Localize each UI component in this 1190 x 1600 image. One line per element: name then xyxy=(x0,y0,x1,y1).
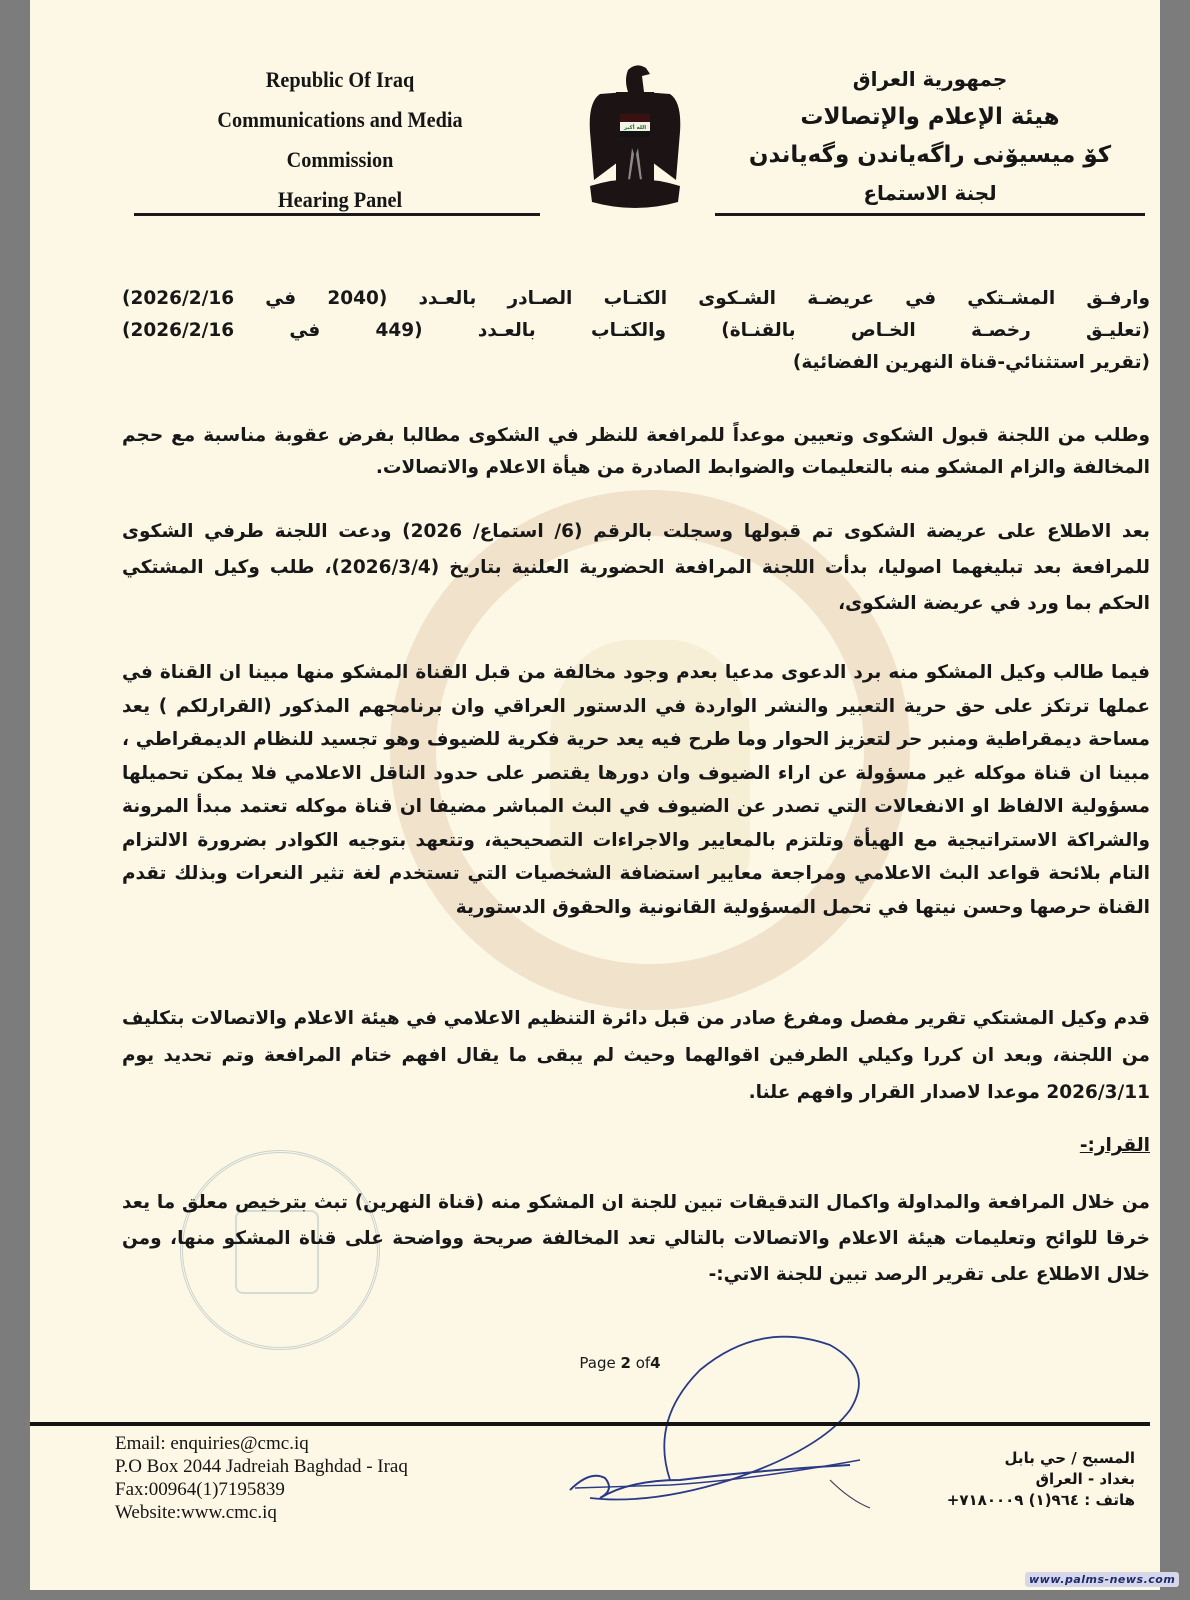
footer-address-line1: المسبح / حي بابل xyxy=(1004,1449,1135,1467)
header-divider-right xyxy=(715,213,1145,216)
header-ar-panel: لجنة الاستماع xyxy=(863,181,997,205)
decision-heading xyxy=(910,1135,1150,1156)
paragraph-report: قدم وكيل المشتكي تقرير مفصل ومفرغ صادر من قبل دائرة التنظيم الاعلامي في هيئة الاعلام والاتصالات بتكليف من اللجنة، وبعد ان كررا وكيلي الطرفين اقوالهما وحيث لم يبقى ما يقال افهم ختام المرافعة وتم تحديد يوم 2026/3/11 موعدا لاصدار القرار وافهم علنا. xyxy=(122,1008,1150,1103)
svg-text:الله أكبر: الله أكبر xyxy=(623,125,647,131)
footer-pobox: P.O Box 2044 Jadreiah Baghdad - Iraq xyxy=(115,1456,408,1477)
header-ku-org: كۆ میسیۆنی راگه‌یاندن وگه‌یاندن xyxy=(748,142,1112,168)
header-en-country: Republic Of Iraq xyxy=(265,67,415,92)
footer-phone xyxy=(830,1490,1135,1511)
footer-contact-english xyxy=(115,1432,408,1524)
footer-divider xyxy=(30,1422,1150,1426)
header-ar-org: هيئة الإعلام والإتصالات xyxy=(800,104,1060,130)
header-en-org-line1: Communications and Media xyxy=(217,107,463,132)
footer-phone-label: هاتف : xyxy=(1084,1491,1135,1509)
decision-heading-text: القرار:- xyxy=(1079,1135,1150,1156)
paragraph-reference xyxy=(122,283,1150,379)
footer-phone-value: +٩٦٤(١) ٧١٨٠٠٠٩ xyxy=(946,1491,1080,1509)
paragraph-review: بعد الاطلاع على عريضة الشكوى تم قبولها وسجلت بالرقم (6/ استماع/ 2026) ودعت اللجنة طرفي الشكوى للمرافعة بعد تبليغهما اصوليا، بدأت اللجنة المرافعة الحضورية العلنية بتاريخ (2026/3/4)، طلب وكيل المشتكي الحكم بما ورد في عريضة الشكوى، xyxy=(122,521,1150,614)
reference-line-1: وارفـق المشـتكي في عريضـة الشـكوى الكتـاب الصـادر بالعـدد (2040 في 2026/2/16) xyxy=(122,288,1150,309)
iraq-eagle-emblem-icon xyxy=(570,62,700,222)
page-number-current: 2 xyxy=(620,1354,631,1372)
header-ar-country: جمهورية العراق xyxy=(852,67,1008,91)
page-number-total: 4 xyxy=(650,1354,661,1372)
page-number-of: of xyxy=(635,1354,651,1372)
footer-address-line2: بغداد - العراق xyxy=(1035,1470,1135,1488)
site-watermark-label: www.palms-news.com xyxy=(1025,1572,1179,1587)
paragraph-request: وطلب من اللجنة قبول الشكوى وتعيين موعداً للمرافعة للنظر في الشكوى مطالبا بفرض عقوبة مناسبة مع حجم المخالفة والزام المشكو منه بالتعليمات والضوابط الصادرة من هيأة الاعلام والاتصالات. xyxy=(122,425,1150,478)
paragraph-decision: من خلال المرافعة والمداولة واكمال التدقيقات تبين للجنة ان المشكو منه (قناة النهرين) تبث بترخيص معلق ما يعد خرقا للوائح وتعليمات هيئة الاعلام والاتصالات بالتالي تعد المخالفة صريحة وواضحة على قناة المشكو منها، ومن خلال الاطلاع على تقرير الرصد تبين للجنة الاتي:- xyxy=(122,1192,1150,1285)
footer-fax: Fax:00964(1)7195839 xyxy=(115,1479,285,1500)
header-divider-left xyxy=(134,213,540,216)
footer-website: Website:www.cmc.iq xyxy=(115,1502,277,1523)
reference-line-3: (تقرير استثنائي-قناة النهرين الفضائية) xyxy=(792,352,1150,373)
header-arabic xyxy=(720,60,1140,212)
header-en-panel: Hearing Panel xyxy=(277,187,403,212)
page-number-prefix: Page xyxy=(579,1354,616,1372)
paragraph-defense: فيما طالب وكيل المشكو منه برد الدعوى مدعيا بعدم وجود مخالفة من قبل القناة المشكو منها مبينا ان القناة في عملها ترتكز على حق حرية التعبير والنشر الواردة في الدستور العراقي وان برنامجهم المذكور (القرارلكم ) يعد مساحة ديمقراطية ومنبر حر لتعزيز الحوار وما طرح فيه يعد حرية فكرية للضيوف وهو تجسيد للنظام الديمقراطي ، مبينا ان قناة موكله غير مسؤولة عن اراء الضيوف وان دورها يقتصر على حدود الناقل الاعلامي فلا يمكن تحميلها مسؤولية الالفاظ او الانفعالات التي تصدر عن الضيوف في البث المباشر مضيفا ان قناة موكله تعتمد مبدأ المرونة والشراكة الاستراتيجية مع الهيأة وتلتزم بالمعايير والاجراءات التصحيحية، وتتعهد بتوجيه الكوادر بضرورة الالتزام التام بلائحة قواعد البث الاعلامي ومراجعة معايير استضافة الشخصيات التي تستخدم لغة تثير النعرات وبذلك تقدم القناة حرصها وحسن نيتها في تحمل المسؤولية القانونية والحقوق الدستورية xyxy=(122,662,1150,918)
header-english xyxy=(140,60,540,220)
header-en-org-line2: Commission xyxy=(286,147,394,172)
footer-contact-arabic xyxy=(830,1448,1135,1511)
reference-line-2: (تعليـق رخصـة الخـاص بالقنـاة) والكتـاب بالعـدد (449 في 2026/2/16) xyxy=(122,320,1150,341)
footer-email: Email: enquiries@cmc.iq xyxy=(115,1433,309,1454)
document-page xyxy=(30,0,1160,1590)
